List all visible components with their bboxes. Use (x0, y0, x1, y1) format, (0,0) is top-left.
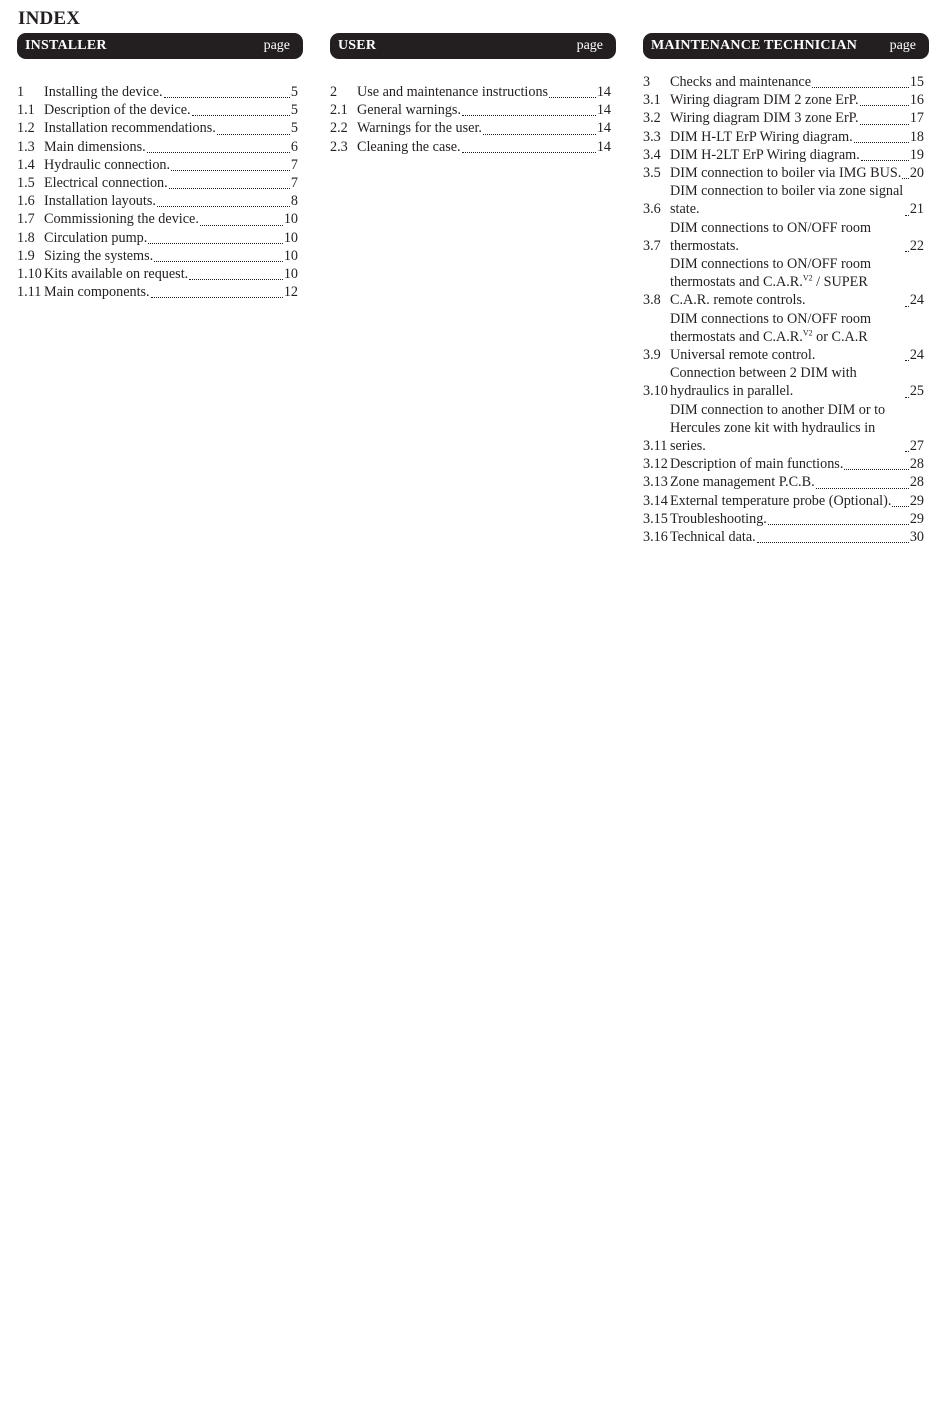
toc-list (17, 59, 303, 301)
toc-entry[interactable] (17, 265, 303, 283)
toc-entry-page: 20 (909, 165, 924, 182)
toc-entry[interactable] (17, 101, 303, 119)
toc-entry[interactable] (643, 91, 929, 109)
toc-entry-page: 10 (283, 229, 298, 246)
toc-entry-title: Hydraulic connection. (44, 156, 171, 173)
dot-leader (905, 296, 909, 307)
toc-entry-number: 1.9 (17, 247, 35, 264)
toc-entry-number: 3.3 (643, 128, 661, 145)
section-title: USER (338, 38, 377, 53)
dot-leader (200, 215, 283, 226)
dot-leader (892, 496, 908, 507)
page-column-label: page (576, 38, 603, 53)
section-header (330, 33, 616, 59)
toc-entry-title: Installation layouts. (44, 193, 156, 210)
toc-entry-title: Main components. (44, 284, 150, 301)
toc-entry-title: Commissioning the device. (44, 211, 199, 228)
toc-entry-number: 1.1 (17, 102, 35, 119)
toc-entry-number: 1.6 (17, 193, 35, 210)
toc-entry-number: 3.1 (643, 92, 661, 109)
dot-leader (147, 142, 290, 153)
toc-entry-page: 15 (909, 74, 924, 90)
section-header (643, 33, 929, 59)
toc-entry[interactable] (330, 138, 616, 156)
toc-entry[interactable] (643, 455, 929, 473)
toc-entry[interactable] (330, 119, 616, 137)
toc-entry[interactable] (643, 255, 929, 310)
toc-entry-title: Circulation pump. (44, 229, 148, 246)
toc-entry-number: 3.8 (643, 292, 661, 309)
toc-entry-page: 19 (909, 146, 924, 163)
toc-entry-title: DIM connection to another DIM or to Hercules zone kit with hydraulics in series. (670, 401, 886, 455)
dot-leader (154, 251, 283, 262)
toc-entry-number: 2.2 (330, 120, 348, 137)
toc-entry[interactable] (643, 219, 929, 255)
toc-entry-page: 14 (596, 102, 611, 119)
section-title: MAINTENANCE TECHNICIAN (651, 38, 857, 53)
toc-entry[interactable] (643, 73, 929, 91)
toc-entry[interactable] (17, 229, 303, 247)
toc-entry-number: 1.11 (17, 284, 42, 301)
toc-entry[interactable] (643, 109, 929, 127)
toc-entry-page: 28 (909, 474, 924, 491)
dot-leader (157, 196, 290, 207)
toc-entry-page: 17 (909, 110, 924, 127)
toc-entry[interactable] (330, 101, 616, 119)
toc-entry-title: Connection between 2 DIM with hydraulics in parallel. (670, 365, 857, 400)
index-section-installer (17, 33, 303, 301)
dot-leader (768, 514, 909, 525)
toc-entry-number: 2.3 (330, 138, 348, 155)
toc-entry[interactable] (17, 174, 303, 192)
toc-entry[interactable] (643, 401, 929, 456)
index-section-user (330, 33, 616, 156)
toc-entry[interactable] (643, 182, 929, 218)
dot-leader (171, 160, 290, 171)
dot-leader (148, 233, 283, 244)
toc-entry-title: Description of main functions. (670, 456, 844, 473)
toc-entry[interactable] (643, 492, 929, 510)
section-title: INSTALLER (25, 38, 107, 53)
toc-entry-title: Description of the device. (44, 102, 191, 119)
toc-entry-page: 14 (596, 120, 611, 137)
toc-entry-number: 3.6 (643, 201, 661, 218)
toc-entry-page: 24 (909, 292, 924, 309)
toc-entry[interactable] (17, 247, 303, 265)
toc-entry-title: Zone management P.C.B. (670, 474, 815, 491)
toc-entry-page: 12 (283, 284, 298, 301)
toc-entry-title: Installing the device. (44, 84, 163, 100)
toc-entry-number: 1.10 (17, 266, 42, 283)
dot-leader (483, 124, 596, 135)
dot-leader (902, 168, 909, 179)
toc-entry-page: 30 (909, 529, 924, 546)
toc-entry-number: 3.12 (643, 456, 668, 473)
toc-entry-number: 3.11 (643, 438, 668, 455)
dot-leader (151, 287, 283, 298)
toc-entry-page: 22 (909, 237, 924, 254)
toc-entry-page: 10 (283, 247, 298, 264)
toc-entry-number: 3.9 (643, 347, 661, 364)
toc-entry-page: 7 (290, 156, 298, 173)
dot-leader (861, 150, 909, 161)
toc-entry[interactable] (17, 192, 303, 210)
toc-entry-title: DIM H-LT ErP Wiring diagram. (670, 128, 853, 145)
dot-leader (844, 459, 908, 470)
index-section-maintenance-technician (643, 33, 929, 546)
toc-entry[interactable] (643, 128, 929, 146)
toc-list (643, 59, 929, 546)
toc-entry-page: 18 (909, 128, 924, 145)
toc-entry-number: 1 (17, 84, 25, 100)
page-column-label: page (889, 38, 916, 53)
toc-entry-title: DIM connections to ON/OFF room thermostats. (670, 219, 871, 254)
toc-entry-title: External temperature probe (Optional). (670, 492, 892, 509)
toc-entry[interactable] (17, 283, 303, 301)
toc-entry-number: 3.2 (643, 110, 661, 127)
toc-entry-title: Technical data. (670, 529, 756, 546)
toc-entry-page: 8 (290, 193, 298, 210)
toc-entry-title: DIM connections to ON/OFF room thermostats and C.A.R.$^{V2}$ or C.A.R Universal remote control. (670, 310, 871, 364)
toc-entry[interactable] (643, 473, 929, 491)
toc-entry-title: Kits available on request. (44, 266, 189, 283)
toc-entry-number: 3.16 (643, 529, 668, 546)
dot-leader (905, 441, 909, 452)
dot-leader (854, 132, 909, 143)
toc-entry-page: 29 (909, 510, 924, 527)
toc-entry-page: 27 (909, 438, 924, 455)
dot-leader (549, 87, 596, 98)
toc-entry-number: 2.1 (330, 102, 348, 119)
toc-entry-title: Electrical connection. (44, 175, 168, 192)
toc-entry-page: 10 (283, 211, 298, 228)
toc-entry-number: 1.5 (17, 175, 35, 192)
toc-entry-number: 1.4 (17, 156, 35, 173)
toc-entry-number: 3 (643, 74, 651, 90)
dot-leader (192, 105, 290, 116)
toc-entry[interactable] (643, 364, 929, 400)
dot-leader (860, 95, 909, 106)
toc-entry[interactable] (17, 156, 303, 174)
dot-leader (812, 77, 909, 88)
toc-entry-number: 1.7 (17, 211, 35, 228)
toc-entry-title: Wiring diagram DIM 2 zone ErP. (670, 92, 859, 109)
toc-entry-title: DIM connection to boiler via IMG BUS. (670, 165, 902, 182)
toc-entry-title: Installation recommendations. (44, 120, 216, 137)
toc-entry-title: General warnings. (357, 102, 462, 119)
toc-entry-page: 16 (909, 92, 924, 109)
dot-leader (905, 350, 909, 361)
toc-entry-title: Main dimensions. (44, 138, 146, 155)
toc-entry-number: 3.5 (643, 165, 661, 182)
toc-entry[interactable] (330, 83, 616, 101)
toc-entry-title: DIM connections to ON/OFF room thermostats and C.A.R.$^{V2}$ / SUPER C.A.R. remote controls. (670, 256, 871, 309)
toc-entry-page: 7 (290, 175, 298, 192)
toc-list (330, 59, 616, 156)
toc-entry-page: 5 (290, 102, 298, 119)
toc-entry-page: 5 (290, 120, 298, 137)
toc-entry-title: Checks and maintenance (670, 74, 812, 90)
dot-leader (905, 241, 909, 252)
toc-entry[interactable] (643, 310, 929, 365)
dot-leader (860, 114, 909, 125)
toc-entry-number: 3.14 (643, 492, 668, 509)
toc-entry-number: 1.3 (17, 138, 35, 155)
toc-entry-number: 3.7 (643, 237, 661, 254)
toc-entry-page: 28 (909, 456, 924, 473)
toc-entry-page: 14 (596, 138, 611, 155)
dot-leader (905, 205, 909, 216)
toc-entry-title: DIM connection to boiler via zone signal state. (670, 183, 904, 218)
toc-entry-page: 5 (290, 84, 298, 100)
toc-entry[interactable] (17, 119, 303, 137)
toc-entry-title: Use and maintenance instructions (357, 84, 549, 100)
dot-leader (189, 269, 283, 280)
toc-entry-title: Cleaning the case. (357, 138, 461, 155)
toc-entry-page: 24 (909, 347, 924, 364)
toc-entry-title: Sizing the systems. (44, 247, 154, 264)
toc-entry[interactable] (643, 510, 929, 528)
page-column-label: page (263, 38, 290, 53)
toc-entry[interactable] (643, 528, 929, 546)
dot-leader (169, 178, 290, 189)
toc-entry-title: DIM H-2LT ErP Wiring diagram. (670, 146, 860, 163)
page-title: INDEX (18, 8, 81, 29)
toc-entry-page: 21 (909, 201, 924, 218)
toc-entry-title: Troubleshooting. (670, 510, 767, 527)
toc-entry[interactable] (17, 138, 303, 156)
toc-entry-title: Warnings for the user. (357, 120, 482, 137)
section-header (17, 33, 303, 59)
toc-entry[interactable] (643, 146, 929, 164)
toc-entry-title: Wiring diagram DIM 3 zone ErP. (670, 110, 859, 127)
toc-entry-number: 3.4 (643, 146, 661, 163)
toc-entry[interactable] (17, 210, 303, 228)
dot-leader (905, 387, 909, 398)
toc-entry-number: 3.10 (643, 383, 668, 400)
toc-entry-page: 25 (909, 383, 924, 400)
toc-entry[interactable] (17, 83, 303, 101)
toc-entry-number: 1.2 (17, 120, 35, 137)
dot-leader (217, 124, 290, 135)
toc-entry-page: 10 (283, 266, 298, 283)
dot-leader (757, 532, 909, 543)
toc-entry-number: 1.8 (17, 229, 35, 246)
dot-leader (816, 478, 909, 489)
toc-entry-page: 29 (909, 492, 924, 509)
dot-leader (462, 105, 596, 116)
toc-entry[interactable] (643, 164, 929, 182)
dot-leader (462, 142, 596, 153)
toc-entry-page: 6 (290, 138, 298, 155)
toc-entry-page: 14 (596, 84, 611, 100)
toc-entry-number: 3.15 (643, 510, 668, 527)
toc-entry-number: 2 (330, 84, 338, 100)
toc-entry-number: 3.13 (643, 474, 668, 491)
dot-leader (164, 87, 290, 98)
